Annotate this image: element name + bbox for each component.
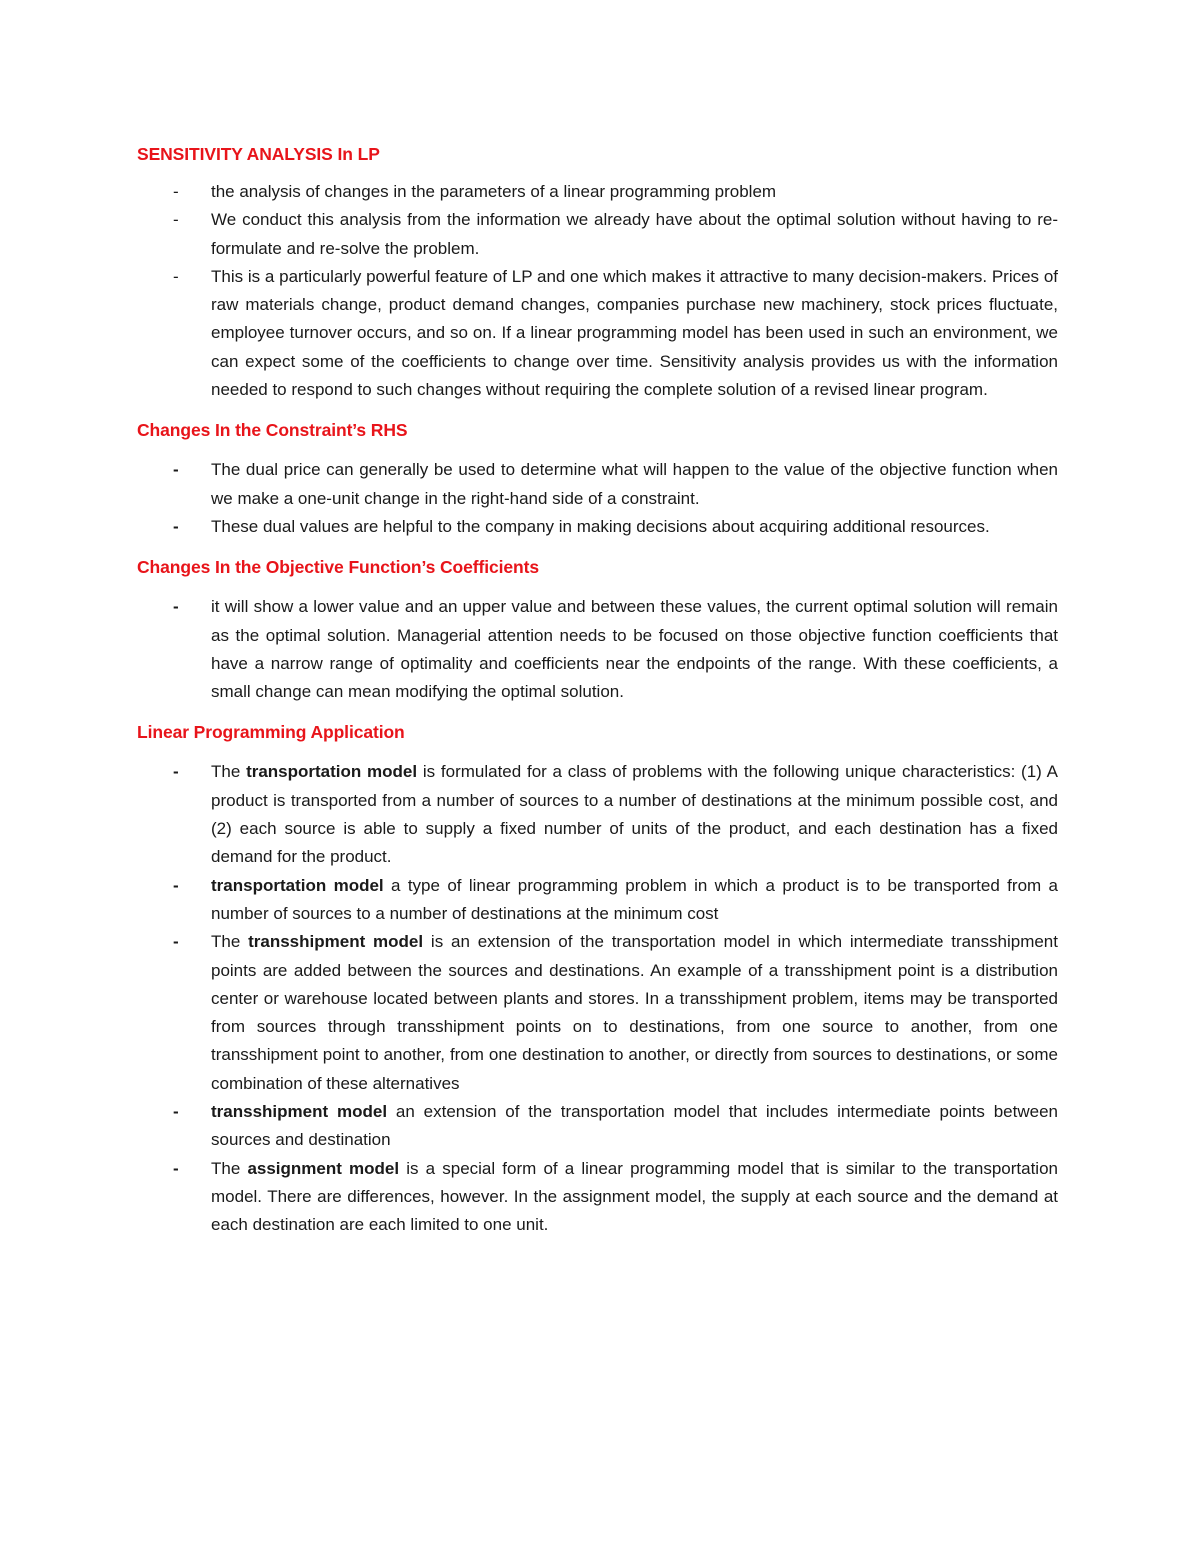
- document-content: [137, 140, 1058, 1252]
- list-item: [137, 1155, 1058, 1240]
- list-item: [137, 263, 1058, 404]
- list-item-text: This is a particularly powerful feature of LP and one which makes it attractive to many decision-makers. Prices of raw materials change, product demand changes, companies purchase new machinery, stock prices fluctuate, employee turnover occurs, and so on. If a linear programming model has been used in such an environment, we can expect some of the coefficients to change over time. Sensitivity analysis provides us with the information needed to respond to such changes without requiring the complete solution of a revised linear program.: [211, 266, 1058, 400]
- list-item-text: is an extension of the transportation model in which intermediate transshipment points are added between the sources and destinations. An example of a transshipment point is a distribution center or warehouse located between plants and stores. In a transshipment problem, items may be transported from sources through transshipment points on to destinations, from one source to another, from one transshipment point to another, from one destination to another, or directly from sources to destinations, or some combination of these alternatives: [211, 932, 1058, 1093]
- list-item: [137, 513, 1058, 541]
- term-transportation-model: transportation model: [211, 875, 384, 895]
- term-transportation-model: transportation model: [246, 762, 418, 782]
- list-item-text: it will show a lower value and an upper value and between these values, the current optimal solution will remain as the optimal solution. Managerial attention needs to be focused on those objective function coefficients that have a narrow range of optimality and coefficients near the endpoints of the range. With these coefficients, a small change can mean modifying the optimal solution.: [211, 597, 1058, 702]
- section-heading: SENSITIVITY ANALYSIS In LP: [137, 144, 380, 164]
- dash-bullet-icon: -: [173, 182, 179, 201]
- dash-bullet-icon: -: [173, 932, 179, 952]
- list-item-prefix: The: [211, 932, 249, 952]
- term-transshipment-model: transshipment model: [211, 1102, 388, 1122]
- section-sensitivity-analysis: [137, 140, 1058, 404]
- dash-bullet-icon: -: [173, 516, 179, 536]
- list-item: [137, 872, 1058, 929]
- section-objective-coefficients: [137, 553, 1058, 706]
- list-item: [137, 593, 1058, 706]
- bullet-list: [137, 178, 1058, 404]
- list-item-text: the analysis of changes in the parameters of a linear programming problem: [211, 182, 777, 201]
- bullet-list: [137, 593, 1058, 706]
- dash-bullet-icon: -: [173, 762, 179, 782]
- list-item: [137, 1098, 1058, 1155]
- section-constraint-rhs: [137, 416, 1058, 541]
- bullet-list: [137, 758, 1058, 1239]
- dash-bullet-icon: -: [173, 460, 179, 480]
- dash-bullet-icon: -: [173, 875, 179, 895]
- list-item-text: These dual values are helpful to the company in making decisions about acquiring additional resources.: [211, 516, 990, 536]
- list-item: [137, 456, 1058, 513]
- list-item-text: The dual price can generally be used to determine what will happen to the value of the objective function when we make a one-unit change in the right-hand side of a constraint.: [211, 460, 1058, 508]
- list-item: [137, 758, 1058, 871]
- dash-bullet-icon: -: [173, 1102, 179, 1122]
- dash-bullet-icon: -: [173, 597, 179, 617]
- dash-bullet-icon: -: [173, 210, 179, 230]
- section-heading: Linear Programming Application: [137, 722, 405, 743]
- section-heading: Changes In the Constraint’s RHS: [137, 420, 408, 441]
- list-item: [137, 928, 1058, 1098]
- section-lp-application: [137, 718, 1058, 1239]
- list-item: [137, 206, 1058, 263]
- list-item-prefix: The: [211, 762, 247, 782]
- list-item-text: is a special form of a linear programming model that is similar to the transportation model. There are differences, however. In the assignment model, the supply at each source and the demand at each destination are each limited to one unit.: [211, 1158, 1058, 1235]
- dash-bullet-icon: -: [173, 1158, 179, 1178]
- term-transshipment-model: transshipment model: [248, 932, 424, 952]
- list-item: [137, 178, 1058, 206]
- dash-bullet-icon: -: [173, 266, 179, 286]
- list-item-text: is formulated for a class of problems with the following unique characteristics: (1) A product is transported from a number of sources to a number of destinations at the minimum possible cost, and (2) each source is able to supply a fixed number of units of the product, and each destination has a fixed demand for the product.: [211, 762, 1058, 867]
- bullet-list: [137, 456, 1058, 541]
- term-assignment-model: assignment model: [247, 1158, 400, 1178]
- section-heading: Changes In the Objective Function’s Coefficients: [137, 557, 539, 578]
- list-item-prefix: The: [211, 1158, 248, 1178]
- list-item-text: We conduct this analysis from the information we already have about the optimal solution without having to re-formulate and re-solve the problem.: [211, 210, 1058, 258]
- list-item-text: an extension of the transportation model that includes intermediate points between sources and destination: [211, 1102, 1058, 1150]
- list-item-text: a type of linear programming problem in which a product is to be transported from a number of sources to a number of destinations at the minimum cost: [211, 875, 1058, 923]
